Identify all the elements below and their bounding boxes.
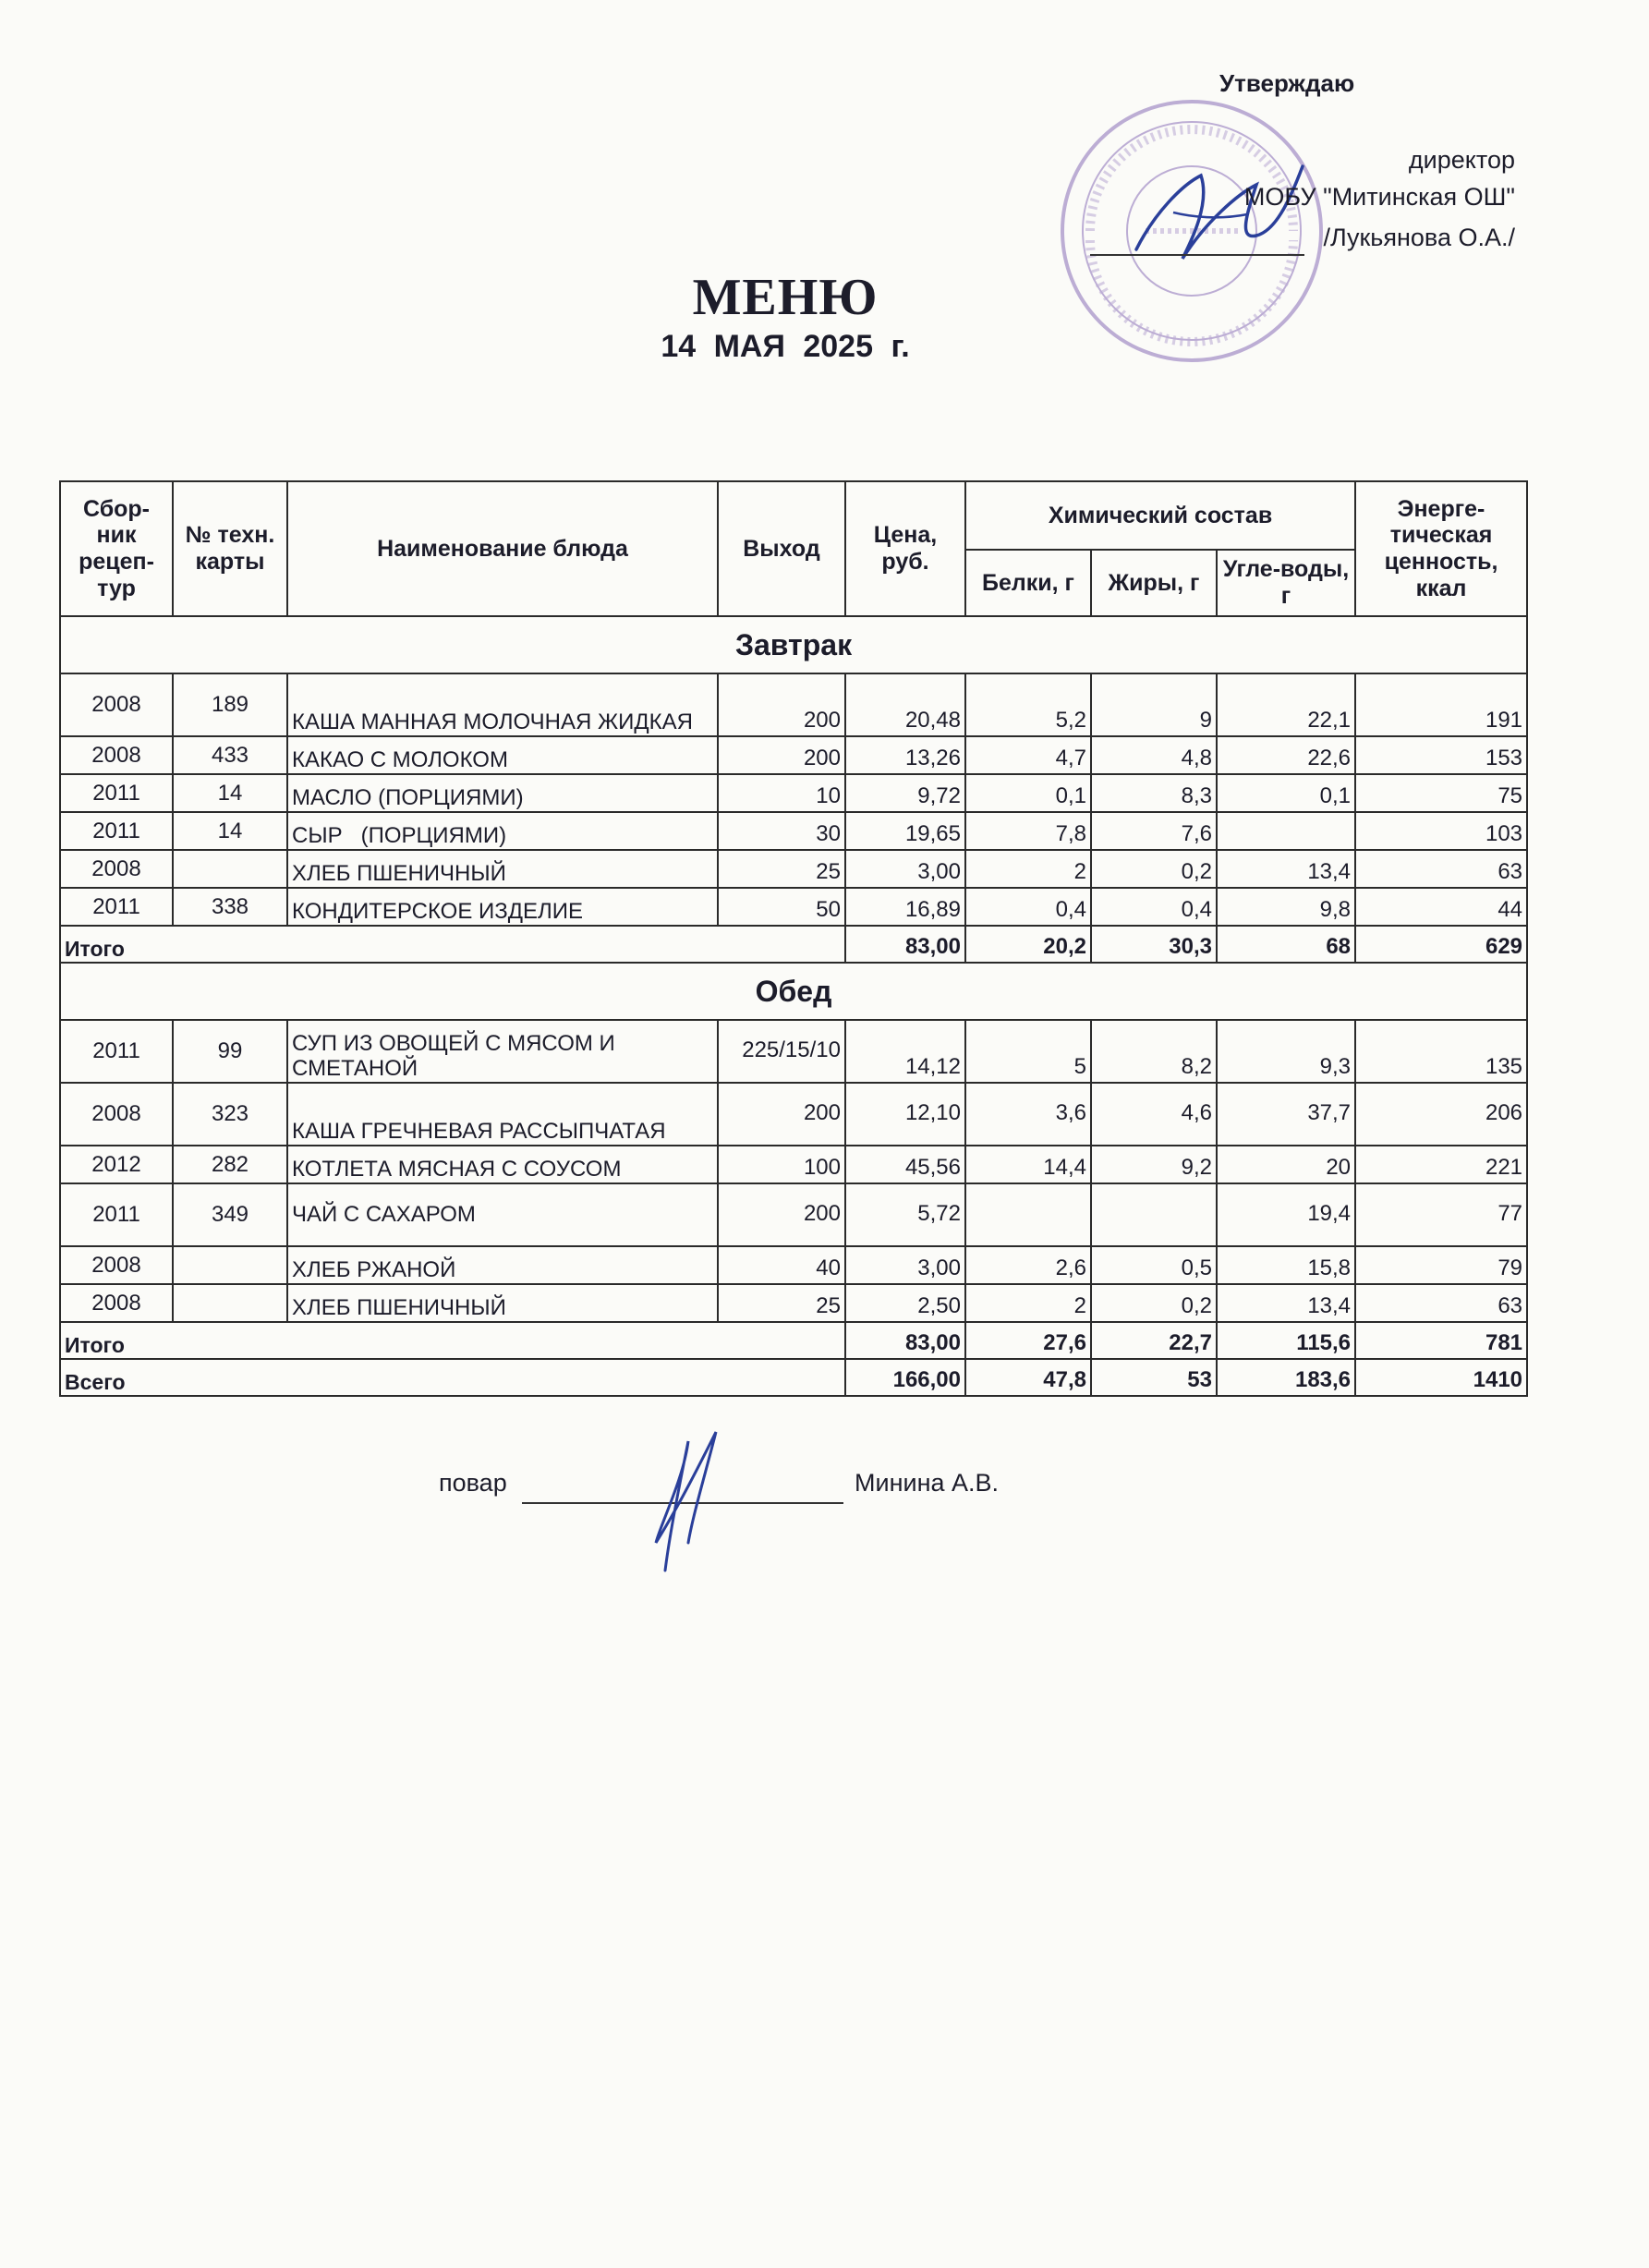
cell-card: 338	[173, 888, 287, 926]
cell-carbs	[1217, 812, 1355, 850]
cell-yield: 200	[718, 673, 845, 736]
table-row	[60, 812, 1527, 850]
header-collection: Сбор-ник рецеп-тур	[60, 481, 173, 616]
total-energy: 781	[1355, 1322, 1527, 1359]
cell-collection: 2011	[60, 1183, 173, 1246]
cell-energy: 63	[1355, 850, 1527, 888]
cell-energy: 191	[1355, 673, 1527, 736]
section-row	[60, 963, 1527, 1020]
total-carbs: 68	[1217, 926, 1355, 963]
header-fat: Жиры, г	[1091, 550, 1217, 616]
cell-collection: 2008	[60, 1284, 173, 1322]
cell-protein	[965, 1183, 1091, 1246]
approval-block	[1062, 65, 1543, 351]
cook-signature-block	[439, 1450, 1085, 1571]
table-row	[60, 1146, 1527, 1183]
cell-card: 14	[173, 812, 287, 850]
cell-carbs: 13,4	[1217, 850, 1355, 888]
header-price: Цена, руб.	[845, 481, 965, 616]
cell-collection: 2008	[60, 1246, 173, 1284]
cell-dish-name: МАСЛО (ПОРЦИЯМИ)	[287, 774, 718, 812]
cell-dish-name: КАША ГРЕЧНЕВАЯ РАССЫПЧАТАЯ	[287, 1083, 718, 1146]
cell-carbs: 37,7	[1217, 1083, 1355, 1146]
cell-energy: 103	[1355, 812, 1527, 850]
cell-protein: 3,6	[965, 1083, 1091, 1146]
cell-yield: 200	[718, 1183, 845, 1246]
cell-card: 189	[173, 673, 287, 736]
cell-collection: 2008	[60, 1083, 173, 1146]
cell-carbs: 9,8	[1217, 888, 1355, 926]
cell-energy: 77	[1355, 1183, 1527, 1246]
table-row	[60, 736, 1527, 774]
cell-yield: 200	[718, 1083, 845, 1146]
cell-protein: 2	[965, 1284, 1091, 1322]
approval-signatory: /Лукьянова О.А./	[1323, 224, 1515, 251]
cell-price: 5,72	[845, 1183, 965, 1246]
cell-yield: 25	[718, 850, 845, 888]
table-row	[60, 673, 1527, 736]
cell-collection: 2011	[60, 774, 173, 812]
cell-price: 20,48	[845, 673, 965, 736]
approval-title: Утверждаю	[1219, 69, 1355, 97]
total-carbs: 115,6	[1217, 1322, 1355, 1359]
title-block	[554, 268, 1016, 365]
header-protein: Белки, г	[965, 550, 1091, 616]
total-price: 83,00	[845, 1322, 965, 1359]
cell-protein: 2	[965, 850, 1091, 888]
cell-price: 3,00	[845, 850, 965, 888]
cell-carbs: 13,4	[1217, 1284, 1355, 1322]
cook-signature-icon	[614, 1423, 744, 1580]
grand-total-fat: 53	[1091, 1359, 1217, 1396]
cell-dish-name: СЫР (ПОРЦИЯМИ)	[287, 812, 718, 850]
cell-card	[173, 850, 287, 888]
cook-label: повар	[439, 1469, 507, 1497]
cell-price: 12,10	[845, 1083, 965, 1146]
cell-yield: 225/15/10	[718, 1020, 845, 1083]
page-title: МЕНЮ	[692, 269, 879, 326]
cell-protein: 4,7	[965, 736, 1091, 774]
cell-collection: 2008	[60, 673, 173, 736]
cell-protein: 0,1	[965, 774, 1091, 812]
menu-date: 14 МАЯ 2025 г.	[661, 329, 910, 364]
cell-energy: 75	[1355, 774, 1527, 812]
cell-dish-name: КОТЛЕТА МЯСНАЯ С СОУСОМ	[287, 1146, 718, 1183]
cell-dish-name: ХЛЕБ ПШЕНИЧНЫЙ	[287, 1284, 718, 1322]
cell-protein: 5,2	[965, 673, 1091, 736]
total-protein: 20,2	[965, 926, 1091, 963]
cell-yield: 30	[718, 812, 845, 850]
cell-price: 9,72	[845, 774, 965, 812]
cell-carbs: 0,1	[1217, 774, 1355, 812]
cook-name: Минина А.В.	[855, 1469, 1000, 1497]
cell-energy: 135	[1355, 1020, 1527, 1083]
cell-fat: 0,2	[1091, 1284, 1217, 1322]
cell-energy: 206	[1355, 1083, 1527, 1146]
cell-carbs: 20	[1217, 1146, 1355, 1183]
cell-price: 16,89	[845, 888, 965, 926]
cell-price: 13,26	[845, 736, 965, 774]
section-row	[60, 616, 1527, 673]
total-fat: 22,7	[1091, 1322, 1217, 1359]
cell-card: 433	[173, 736, 287, 774]
cell-energy: 79	[1355, 1246, 1527, 1284]
table-row	[60, 888, 1527, 926]
total-price: 83,00	[845, 926, 965, 963]
total-row	[60, 926, 1527, 963]
cell-price: 14,12	[845, 1020, 965, 1083]
cell-protein: 2,6	[965, 1246, 1091, 1284]
cell-yield: 10	[718, 774, 845, 812]
cell-fat	[1091, 1183, 1217, 1246]
section-lunch: Обед	[60, 963, 1527, 1020]
cell-yield: 200	[718, 736, 845, 774]
header-yield: Выход	[718, 481, 845, 616]
total-energy: 629	[1355, 926, 1527, 963]
cell-collection: 2011	[60, 1020, 173, 1083]
cell-price: 45,56	[845, 1146, 965, 1183]
cell-dish-name: ЧАЙ С САХАРОМ	[287, 1183, 718, 1246]
cell-yield: 40	[718, 1246, 845, 1284]
approval-organization: МОБУ "Митинская ОШ"	[1243, 183, 1515, 211]
cell-card: 14	[173, 774, 287, 812]
table-row	[60, 1183, 1527, 1246]
cell-energy: 63	[1355, 1284, 1527, 1322]
cell-carbs: 9,3	[1217, 1020, 1355, 1083]
cell-energy: 44	[1355, 888, 1527, 926]
cell-fat: 0,2	[1091, 850, 1217, 888]
cell-yield: 50	[718, 888, 845, 926]
header-dish-name: Наименование блюда	[287, 481, 718, 616]
cell-carbs: 22,6	[1217, 736, 1355, 774]
cell-fat: 8,2	[1091, 1020, 1217, 1083]
header-chemical: Химический состав	[965, 481, 1355, 550]
cell-dish-name: КАКАО С МОЛОКОМ	[287, 736, 718, 774]
cell-price: 3,00	[845, 1246, 965, 1284]
grand-total-protein: 47,8	[965, 1359, 1091, 1396]
cell-fat: 9	[1091, 673, 1217, 736]
cell-carbs: 19,4	[1217, 1183, 1355, 1246]
table-row	[60, 1020, 1527, 1083]
cell-collection: 2011	[60, 888, 173, 926]
cell-dish-name: СУП ИЗ ОВОЩЕЙ С МЯСОМ И СМЕТАНОЙ	[287, 1020, 718, 1083]
approval-position: директор	[1408, 146, 1515, 174]
cell-card	[173, 1246, 287, 1284]
cell-dish-name: ХЛЕБ ПШЕНИЧНЫЙ	[287, 850, 718, 888]
grand-total-price: 166,00	[845, 1359, 965, 1396]
cell-collection: 2008	[60, 850, 173, 888]
signature-line	[1090, 254, 1304, 256]
total-protein: 27,6	[965, 1322, 1091, 1359]
cell-yield: 25	[718, 1284, 845, 1322]
cell-fat: 4,6	[1091, 1083, 1217, 1146]
cell-fat: 0,5	[1091, 1246, 1217, 1284]
cell-fat: 0,4	[1091, 888, 1217, 926]
cell-carbs: 22,1	[1217, 673, 1355, 736]
table-row	[60, 774, 1527, 812]
cell-carbs: 15,8	[1217, 1246, 1355, 1284]
cell-fat: 8,3	[1091, 774, 1217, 812]
cell-collection: 2012	[60, 1146, 173, 1183]
table-row	[60, 850, 1527, 888]
cell-collection: 2011	[60, 812, 173, 850]
cell-protein: 14,4	[965, 1146, 1091, 1183]
cell-fat: 9,2	[1091, 1146, 1217, 1183]
total-label: Итого	[60, 926, 845, 963]
cell-protein: 0,4	[965, 888, 1091, 926]
cell-collection: 2008	[60, 736, 173, 774]
cell-energy: 221	[1355, 1146, 1527, 1183]
header-energy: Энерге-тическая ценность, ккал	[1355, 481, 1527, 616]
grand-total-carbs: 183,6	[1217, 1359, 1355, 1396]
cell-card: 349	[173, 1183, 287, 1246]
cell-protein: 7,8	[965, 812, 1091, 850]
cell-fat: 7,6	[1091, 812, 1217, 850]
section-breakfast: Завтрак	[60, 616, 1527, 673]
table-row	[60, 1083, 1527, 1146]
menu-table	[59, 480, 1528, 1397]
table-row	[60, 1246, 1527, 1284]
header-card: № техн. карты	[173, 481, 287, 616]
total-row	[60, 1322, 1527, 1359]
cell-protein: 5	[965, 1020, 1091, 1083]
cell-yield: 100	[718, 1146, 845, 1183]
cell-energy: 153	[1355, 736, 1527, 774]
cell-price: 19,65	[845, 812, 965, 850]
table-row	[60, 1284, 1527, 1322]
grand-total-row	[60, 1359, 1527, 1396]
cell-dish-name: КОНДИТЕРСКОЕ ИЗДЕЛИЕ	[287, 888, 718, 926]
cell-card: 323	[173, 1083, 287, 1146]
cell-price: 2,50	[845, 1284, 965, 1322]
cell-dish-name: ХЛЕБ РЖАНОЙ	[287, 1246, 718, 1284]
cell-fat: 4,8	[1091, 736, 1217, 774]
header-carbs: Угле-воды, г	[1217, 550, 1355, 616]
director-signature-icon	[1118, 148, 1312, 277]
cell-dish-name: КАША МАННАЯ МОЛОЧНАЯ ЖИДКАЯ	[287, 673, 718, 736]
cell-card: 99	[173, 1020, 287, 1083]
grand-total-label: Всего	[60, 1359, 845, 1396]
total-label: Итого	[60, 1322, 845, 1359]
grand-total-energy: 1410	[1355, 1359, 1527, 1396]
cell-card: 282	[173, 1146, 287, 1183]
cell-card	[173, 1284, 287, 1322]
header-row	[60, 481, 1527, 550]
total-fat: 30,3	[1091, 926, 1217, 963]
